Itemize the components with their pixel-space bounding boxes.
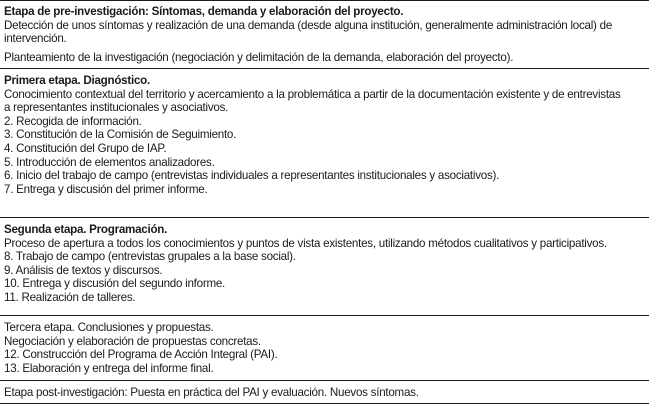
section-line: Conocimiento contextual del territorio y acercamiento a la problemática a partir de la documentación existente y de entrevistas (4, 87, 621, 101)
section-line: 10. Entrega y discusión del segundo informe. (4, 277, 226, 291)
section-line: 5. Introducción de elementos analizadores. (4, 155, 215, 169)
section-line: 12. Construcción del Programa de Acción Integral (PAI). (4, 348, 278, 362)
section-line: 3. Constitución de la Comisión de Seguimiento. (4, 128, 237, 142)
section-line: intervención. (4, 32, 67, 46)
section-line: Proceso de apertura a todos los conocimientos y puntos de vista existentes, utilizando métodos cualitativos y participativos. (4, 236, 607, 250)
section-line: 2. Recogida de información. (4, 114, 142, 128)
section-line: 8. Trabajo de campo (entrevistas grupales a la base social). (4, 250, 296, 264)
section-line: 7. Entrega y discusión del primer informe. (4, 182, 208, 196)
section-line: Negociación y elaboración de propuestas concretas. (4, 334, 261, 348)
section-heading: Primera etapa. Diagnóstico. (4, 74, 150, 87)
section-first-stage (0, 69, 649, 218)
section-third-stage (0, 316, 649, 381)
section-line: 9. Análisis de textos y discursos. (4, 263, 163, 277)
section-line: 6. Inicio del trabajo de campo (entrevistas individuales a representantes institucionales y asociativos). (4, 169, 500, 183)
section-second-stage (0, 218, 649, 316)
section-line: Detección de unos síntomas y realización de una demanda (desde alguna institución, generalmente administración local) de (4, 18, 613, 32)
section-heading: Segunda etapa. Programación. (4, 223, 168, 236)
section-heading: Etapa post-investigación: Puesta en práctica del PAI y evaluación. Nuevos síntomas. (4, 386, 419, 399)
section-heading: Tercera etapa. Conclusiones y propuestas. (4, 321, 214, 334)
section-line: 13. Elaboración y entrega del informe final. (4, 361, 214, 375)
section-pre-investigation (0, 0, 649, 69)
section-line: Planteamiento de la investigación (negociación y delimitación de la demanda, elaboración del proyecto). (4, 50, 514, 64)
section-heading: Etapa de pre-investigación: Síntomas, demanda y elaboración del proyecto. (4, 5, 404, 18)
section-line: 11. Realización de talleres. (4, 290, 136, 304)
section-line: a representantes institucionales y asociativos. (4, 101, 229, 115)
section-post-investigation (0, 381, 649, 404)
section-line: 4. Constitución del Grupo de IAP. (4, 141, 167, 155)
